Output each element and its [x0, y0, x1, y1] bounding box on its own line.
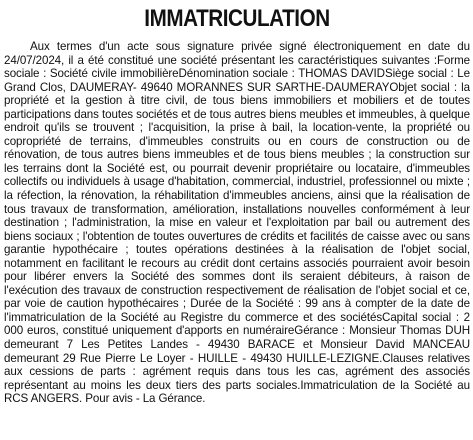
notice-title: IMMATRICULATION [144, 5, 330, 32]
notice-body: Aux termes d'un acte sous signature privée signé électroniquement en date du 24/07/2024, il a été constitué une société présentant les caractéristiques suivantes :Forme sociale : Société civile immobilièreDénomination sociale : THOMAS DAVIDSiège social : Le Grand Clos, DAUMERAY- 49640 MORANNES SUR SARTHE-DAUMERAYObjet social : la propriété et la gestion à titre civil, de tous biens immobiliers et mobiliers et de toutes participations dans toutes sociétés et de tous autres biens meubles et immeubles, à quelque endroit qu'ils se trouvent ; l'acquisition, la prise à bail, la location-vente, la propriété ou copropriété de terrains, d'immeubles construits ou en cours de construction ou de rénovation, de tous autres biens immeubles et de tous biens meubles ; la construction sur les terrains dont la Société est, ou pourrait devenir propriétaire ou locataire, d'immeubles collectifs ou individuels à usage d'habitation, commercial, industriel, professionnel ou mixte ; la réfection, la rénovation, la réhabilitation d'immeubles anciens, ainsi que la réalisation de tous travaux de transformation, amélioration, installations nouvelles conformément à leur destination ; l'administration, la mise en valeur et l'exploitation par bail ou autrement des biens sociaux ; l'obtention de toutes ouvertures de crédits et facilités de caisse avec ou sans garantie hypothécaire ; toutes opérations destinées à la réalisation de l'objet social, notamment en facilitant le recours au crédit dont certains associés pourraient avoir besoin pour libérer envers la Société des sommes dont ils seraient débiteurs, à raison de l'exécution des travaux de construction respectivement de réalisation de l'objet social et ce, par voie de caution hypothécaires ; Durée de la Société : 99 ans à compter de la date de l'immatriculation de la Société au Registre du commerce et des sociétésCapital social : 2 000 euros, constitué uniquement d'apports en numéraireGérance : Monsieur Thomas DUH demeurant 7 Les Petites Landes - 49430 BARACE et Monsieur David MANCEAU demeurant 29 Rue Pierre Le Loyer - HUILLE - 49430 HUILLE-LEZIGNE.Clauses relatives aux cessions de parts : agrément requis dans tous les cas, agrément des associés représentant au moins les deux tiers des parts sociales.Immatriculation de la Société au RCS ANGERS. Pour avis - La Gérance. [4, 40, 470, 406]
